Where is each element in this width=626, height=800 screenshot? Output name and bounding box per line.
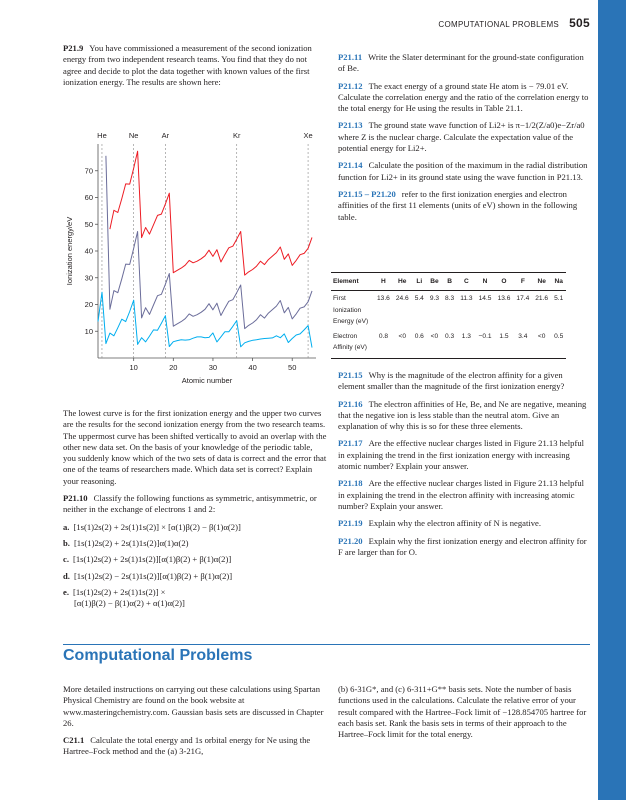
element-data-table [331, 272, 566, 359]
top-element-label: Ar [161, 131, 170, 140]
problem-p21-18: P21.18 Are the effective nuclear charges listed in Figure 21.13 helpful in explaining the trend in the electron affinity with increasing atomic number? Explain your answer. [338, 478, 584, 511]
problem-p21-12: P21.12 The exact energy of a ground state He atom is − 79.01 eV. Calculate the correlation energy and the ratio of the correlation energy to the total energy for He using the results in Table 21.1. [338, 80, 589, 114]
option-a: a. [1s(1)2s(2) + 2s(1)1s(2)] × [α(1)β(2) − β(1)α(2)] [63, 521, 241, 532]
computational-continued: (b) 6-31G*, and (c) 6-311+G** basis sets. Note the number of basis functions used in the calculations. Calculate the relative error of your result compared with the Hartree–Fock limit of −128.854705 hartree for each basis set. Rank the basis sets in terms of their approach to the Hartree–Fock limit for the total energy. [338, 684, 587, 740]
x-tick-label: 20 [169, 363, 178, 372]
problem-label: P21.9 [63, 43, 84, 53]
problem-text: You have commissioned a measurement of the second ionization energy from two independent research teams. You find that they do not agree and decide to plot the data together with known values of the first ionization energy. The results are shown here: [63, 43, 312, 87]
option-e-continuation: [α(1)β(2) − β(1)α(2) + α(1)α(2)] [74, 598, 185, 609]
top-element-label: He [97, 131, 107, 140]
p21-9-explanation: The lowest curve is for the first ionization energy and the upper two curves are the results for the second ionization energy from the two research teams. The uppermost curve has been shifted vertically to avoid an overlap with the other new data set. On the basis of your knowledge of the periodic table, you suddenly know which of the two sets of data is correct and the error that one of the teams of researchers made. Which data set is correct? Explain your reasoning. [63, 408, 327, 486]
left-column-continued [63, 408, 327, 614]
problem-p21-20: P21.20 Explain why the first ionization energy and electron affinity for F are larger than for O. [338, 535, 587, 557]
x-axis-label: Atomic number [181, 376, 233, 385]
right-column-top [338, 52, 590, 229]
section-divider [63, 644, 590, 645]
y-tick-label: 70 [84, 166, 93, 176]
table-row: Electron Affinity (eV) 0.8 <0 0.6 <0 0.3 1.3 −0.1 1.5 3.4 <0 0.5 [331, 329, 566, 358]
problem-p21-11: P21.11 Write the Slater determinant for the ground-state configuration of Be. [338, 52, 584, 74]
y-tick-label: 10 [84, 326, 93, 336]
computational-intro: More detailed instructions on carrying out these calculations using Spartan Physical Chemistry are found on the book website at www.masteringchemistry.com. Gaussian basis sets are discussed in Chapter 26. C21.1 Calculate the total energy and 1s orbital energy for Ne using the Hartree–Fock method and the (a) 3-21G, [63, 684, 327, 764]
section-heading: Computational Problems [63, 647, 253, 664]
problem-p21-10 [63, 493, 327, 516]
y-tick-label: 40 [84, 246, 93, 256]
x-tick-label: 40 [248, 363, 257, 372]
problem-p21-17: P21.17 Are the effective nuclear charges listed in Figure 21.13 helpful in explaining the trend in the first ionization energy with increasing atomic number? Explain your answer. [338, 438, 584, 472]
problem-p21-16: P21.16 The electron affinities of He, Be, and Ne are negative, meaning that the negative ion is less stable than the neutral atom. Give an explanation of why this is so for these three elements. [338, 398, 587, 432]
problem-label: P21.10 [63, 493, 88, 504]
top-element-label: Xe [303, 131, 313, 140]
x-tick-label: 50 [288, 363, 297, 372]
right-column-bottom [338, 370, 590, 564]
option-d: d. [1s(1)2s(2) − 2s(1)1s(2)][α(1)β(2) + β(1)α(2)] [63, 570, 233, 581]
y-tick-label: 30 [84, 273, 93, 283]
x-tick-label: 10 [129, 363, 138, 372]
problem-p21-13: P21.13 The ground state wave function of Li2+ is π−1/2(Z/a0)e−Zr/a0 where Z is the nuclear charge. Calculate the expectation value of the potential energy for Li2+. [338, 120, 585, 154]
series-line-3 [110, 151, 312, 275]
running-header [438, 18, 590, 30]
problem-c21-1: C21.1 Calculate the total energy and 1s orbital energy for Ne using the Hartree–Fock method and the (a) 3-21G, [63, 735, 311, 757]
section-title: COMPUTATIONAL PROBLEMS [438, 20, 560, 29]
x-tick-label: 30 [208, 363, 218, 372]
option-c: c. [1s(1)2s(2) + 2s(1)1s(2)][α(1)β(2) + β(1)α(2)] [63, 554, 232, 565]
problem-p21-15-20: P21.15 – P21.20 refer to the first ionization energies and electron affinities of the first 11 elements (units of eV) shown in the following table. [338, 188, 578, 222]
y-tick-label: 50 [84, 219, 93, 229]
problem-p21-19: P21.19 Explain why the electron affinity of N is negative. [338, 518, 541, 529]
top-element-label: Ne [128, 131, 139, 140]
option-b: b. [1s(1)2s(2) + 2s(1)1s(2)]α(1)α(2) [63, 537, 189, 548]
table-row: First Ionization Energy (eV) 13.6 24.6 5.4 9.3 8.3 11.3 14.5 13.6 17.4 21.6 5.1 [333, 295, 564, 325]
problem-p21-14: P21.14 Calculate the position of the maximum in the radial distribution function for Li2+ in its ground state using the wave function in P21.13. [338, 160, 588, 182]
top-element-label: Kr [232, 131, 241, 140]
page-number: 505 [569, 16, 590, 30]
table-header-row: Element H He Li Be B C N O F Ne Na [331, 273, 566, 291]
y-tick-label: 20 [84, 300, 93, 309]
page-edge-tab [598, 0, 626, 800]
option-e: e. [1s(1)2s(2) + 2s(1)1s(2)] × [α(1)β(2) − β(1)α(2) + α(1)α(2)] [63, 586, 185, 609]
ionization-energy-chart [56, 126, 328, 406]
problem-p21-15: P21.15 Why is the magnitude of the electron affinity for a given element smaller than the magnitude of the first ionization energy? [338, 370, 565, 392]
y-tick-label: 60 [84, 193, 93, 202]
y-axis-label: Ionization energy/eV [65, 216, 74, 286]
series-line-2 [106, 156, 312, 329]
problem-text: Classify the following functions as symmetric, antisymmetric, or neither in the exchange of electrons 1 and 2: [63, 493, 317, 515]
problem-p21-9 [63, 43, 327, 94]
